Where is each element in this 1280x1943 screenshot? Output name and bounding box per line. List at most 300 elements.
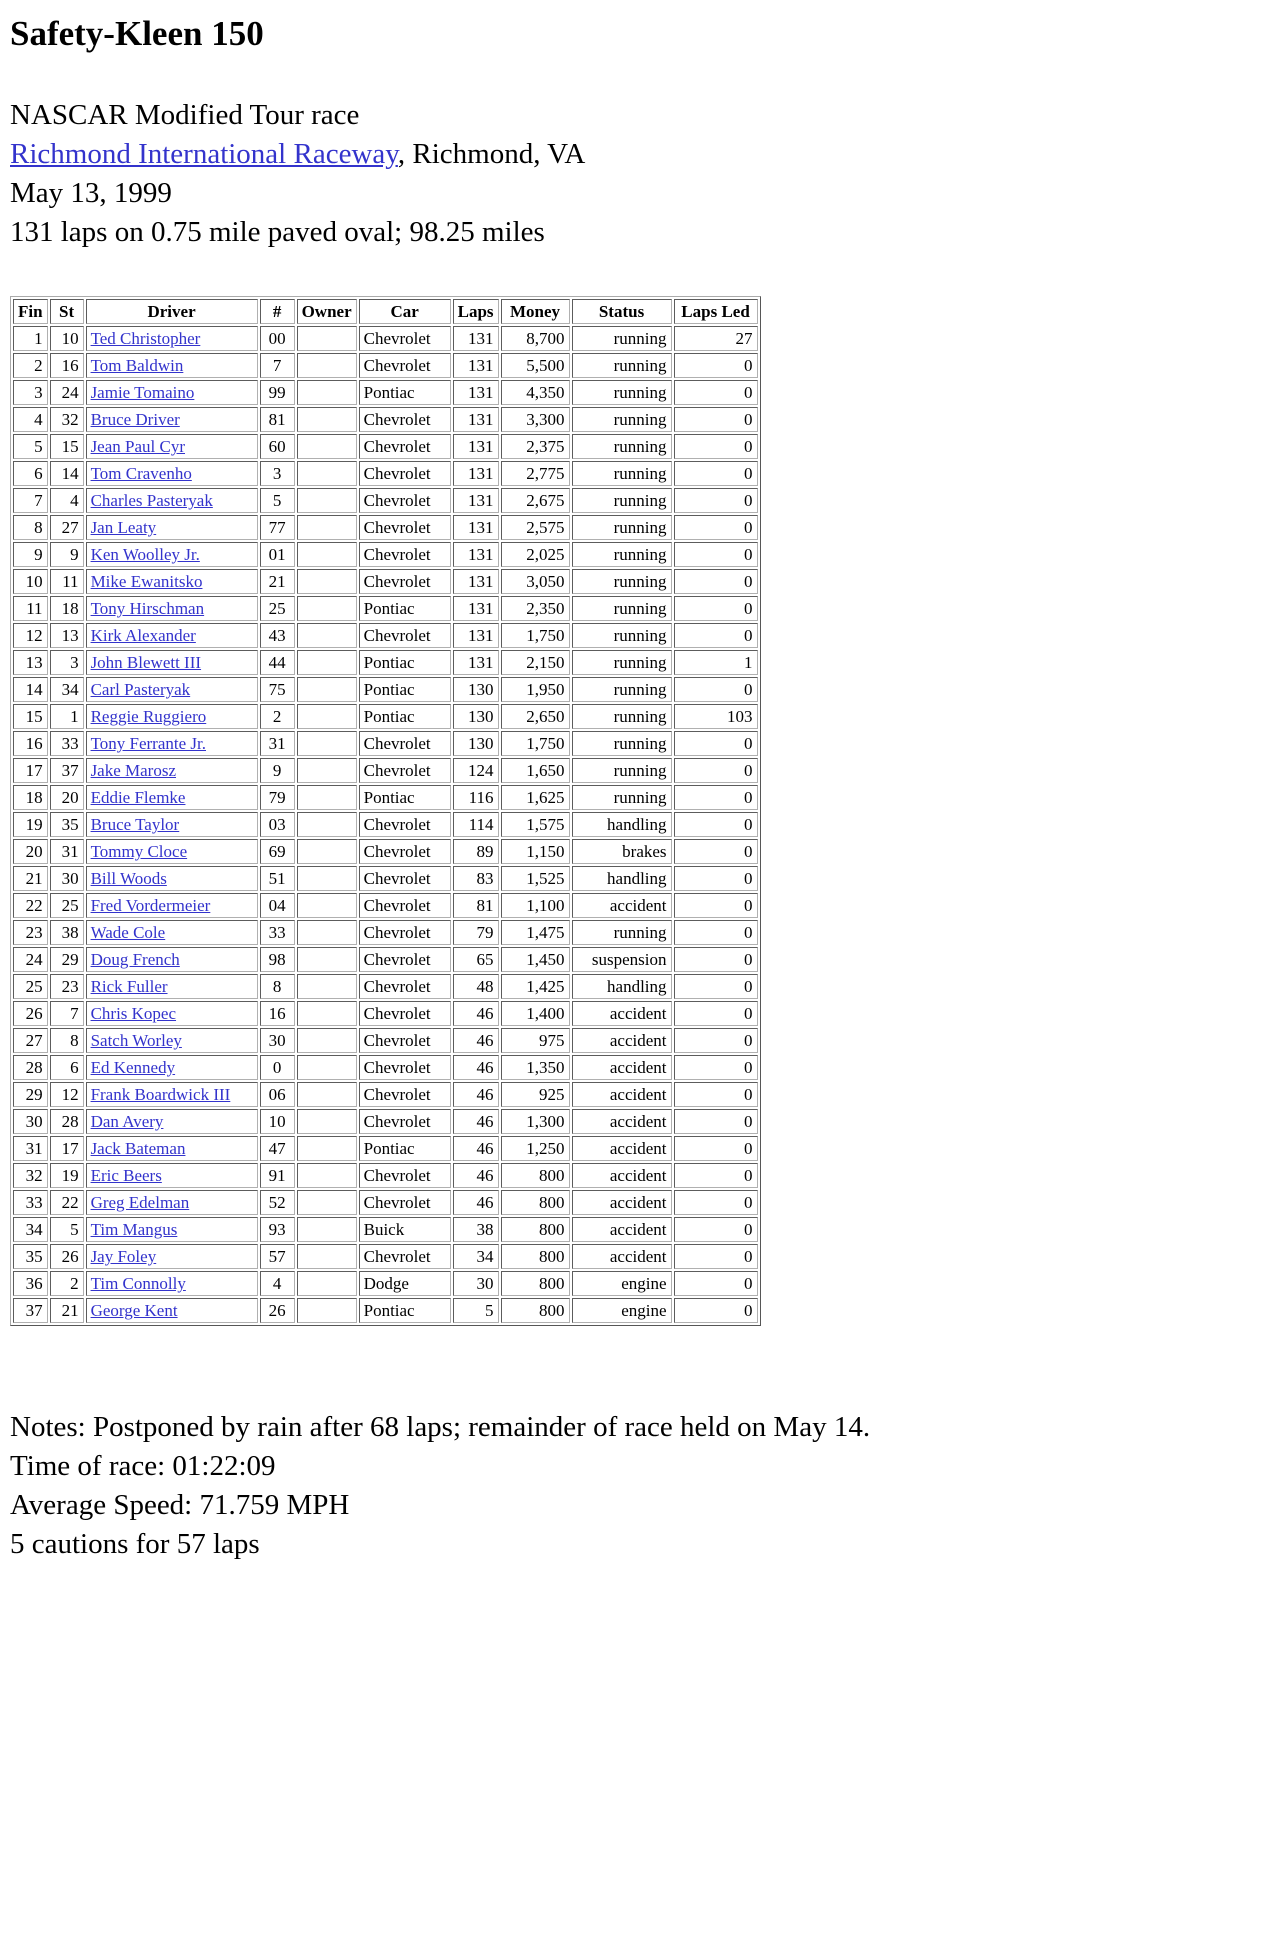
cell-car-number: 31 xyxy=(260,731,295,756)
cell-laps: 130 xyxy=(453,731,499,756)
cell-st: 18 xyxy=(50,596,84,621)
cell-car: Chevrolet xyxy=(359,866,451,891)
cell-fin: 24 xyxy=(13,947,48,972)
driver-link[interactable]: Bruce Taylor xyxy=(90,815,180,834)
driver-link[interactable]: Tom Baldwin xyxy=(90,356,184,375)
cell-money: 1,625 xyxy=(501,785,570,810)
cell-laps-led: 103 xyxy=(674,704,758,729)
cell-status: running xyxy=(572,920,672,945)
results-table xyxy=(10,296,761,1326)
cell-laps-led: 0 xyxy=(674,974,758,999)
cell-car-number: 3 xyxy=(260,461,295,486)
driver-link[interactable]: Fred Vordermeier xyxy=(90,896,211,915)
cell-driver xyxy=(86,1298,258,1323)
table-row xyxy=(13,488,758,513)
cell-money: 2,675 xyxy=(501,488,570,513)
cell-laps-led: 0 xyxy=(674,731,758,756)
cell-st: 12 xyxy=(50,1082,84,1107)
table-row xyxy=(13,704,758,729)
cell-laps-led: 0 xyxy=(674,1271,758,1296)
cell-laps: 131 xyxy=(453,353,499,378)
cell-status: accident xyxy=(572,1244,672,1269)
cell-owner xyxy=(297,947,357,972)
cell-driver xyxy=(86,947,258,972)
col-header-driver: Driver xyxy=(86,299,258,324)
cell-st: 8 xyxy=(50,1028,84,1053)
cell-car: Chevrolet xyxy=(359,569,451,594)
results-tbody xyxy=(13,326,758,1323)
cell-status: running xyxy=(572,515,672,540)
cell-fin: 21 xyxy=(13,866,48,891)
cell-fin: 28 xyxy=(13,1055,48,1080)
cell-laps-led: 0 xyxy=(674,920,758,945)
cell-laps: 131 xyxy=(453,542,499,567)
cell-st: 31 xyxy=(50,839,84,864)
cell-owner xyxy=(297,1271,357,1296)
cell-owner xyxy=(297,1163,357,1188)
cell-laps-led: 0 xyxy=(674,866,758,891)
driver-link[interactable]: Kirk Alexander xyxy=(90,626,196,645)
cell-laps-led: 0 xyxy=(674,434,758,459)
cell-laps-led: 0 xyxy=(674,758,758,783)
cell-money: 2,575 xyxy=(501,515,570,540)
cell-status: running xyxy=(572,461,672,486)
cell-laps: 46 xyxy=(453,1001,499,1026)
race-notes xyxy=(10,1408,1270,1564)
cell-st: 17 xyxy=(50,1136,84,1161)
cell-driver xyxy=(86,569,258,594)
driver-link[interactable]: Dan Avery xyxy=(90,1112,164,1131)
cell-fin: 14 xyxy=(13,677,48,702)
cell-driver xyxy=(86,785,258,810)
cell-car-number: 30 xyxy=(260,1028,295,1053)
cell-laps-led: 0 xyxy=(674,1028,758,1053)
race-series: NASCAR Modified Tour race xyxy=(10,99,360,131)
cell-laps: 131 xyxy=(453,488,499,513)
col-header-fin: Fin xyxy=(13,299,48,324)
cell-owner xyxy=(297,1190,357,1215)
cell-car-number: 51 xyxy=(260,866,295,891)
cell-owner xyxy=(297,893,357,918)
table-row xyxy=(13,812,758,837)
table-row xyxy=(13,407,758,432)
cell-laps: 116 xyxy=(453,785,499,810)
cell-money: 2,350 xyxy=(501,596,570,621)
cell-car: Dodge xyxy=(359,1271,451,1296)
cell-driver xyxy=(86,1028,258,1053)
cell-fin: 15 xyxy=(13,704,48,729)
cell-fin: 7 xyxy=(13,488,48,513)
cell-laps: 131 xyxy=(453,326,499,351)
cell-car-number: 57 xyxy=(260,1244,295,1269)
cell-driver xyxy=(86,488,258,513)
col-header-laps-led: Laps Led xyxy=(674,299,758,324)
driver-link[interactable]: Tony Hirschman xyxy=(90,599,205,618)
driver-link[interactable]: Greg Edelman xyxy=(90,1193,190,1212)
notes-postponed: Notes: Postponed by rain after 68 laps; remainder of race held on May 14. xyxy=(10,1411,871,1443)
cell-car-number: 00 xyxy=(260,326,295,351)
cell-car-number: 33 xyxy=(260,920,295,945)
cell-driver xyxy=(86,326,258,351)
cell-car: Chevrolet xyxy=(359,1055,451,1080)
cell-driver xyxy=(86,731,258,756)
cell-st: 4 xyxy=(50,488,84,513)
cell-st: 2 xyxy=(50,1271,84,1296)
cell-owner xyxy=(297,1298,357,1323)
cell-owner xyxy=(297,434,357,459)
cell-st: 26 xyxy=(50,1244,84,1269)
table-row xyxy=(13,461,758,486)
table-row xyxy=(13,893,758,918)
driver-link[interactable]: George Kent xyxy=(90,1301,178,1320)
driver-link[interactable]: Eddie Flemke xyxy=(90,788,186,807)
cell-car-number: 8 xyxy=(260,974,295,999)
cell-fin: 27 xyxy=(13,1028,48,1053)
cell-driver xyxy=(86,974,258,999)
cell-laps-led: 0 xyxy=(674,542,758,567)
driver-link[interactable]: Wade Cole xyxy=(90,923,166,942)
cell-st: 23 xyxy=(50,974,84,999)
cell-money: 1,100 xyxy=(501,893,570,918)
cell-fin: 34 xyxy=(13,1217,48,1242)
cell-money: 800 xyxy=(501,1217,570,1242)
cell-car: Chevrolet xyxy=(359,1028,451,1053)
track-link[interactable]: Richmond International Raceway xyxy=(10,138,398,170)
cell-status: handling xyxy=(572,974,672,999)
cell-st: 29 xyxy=(50,947,84,972)
cell-status: running xyxy=(572,596,672,621)
cell-laps-led: 0 xyxy=(674,1136,758,1161)
table-row xyxy=(13,1190,758,1215)
cell-status: running xyxy=(572,731,672,756)
cell-owner xyxy=(297,677,357,702)
cell-car-number: 79 xyxy=(260,785,295,810)
driver-link[interactable]: Bruce Driver xyxy=(90,410,180,429)
cell-car: Pontiac xyxy=(359,596,451,621)
cell-driver xyxy=(86,812,258,837)
page-title: Safety-Kleen 150 xyxy=(10,14,264,53)
table-row xyxy=(13,326,758,351)
cell-owner xyxy=(297,1001,357,1026)
driver-link[interactable]: Reggie Ruggiero xyxy=(90,707,207,726)
cell-status: running xyxy=(572,488,672,513)
driver-link[interactable]: Tommy Cloce xyxy=(90,842,188,861)
cell-status: accident xyxy=(572,1217,672,1242)
cell-status: running xyxy=(572,758,672,783)
race-distance: 131 laps on 0.75 mile paved oval; 98.25 miles xyxy=(10,216,545,248)
cell-money: 925 xyxy=(501,1082,570,1107)
cell-st: 10 xyxy=(50,326,84,351)
cell-car: Pontiac xyxy=(359,650,451,675)
cell-fin: 13 xyxy=(13,650,48,675)
cell-owner xyxy=(297,596,357,621)
cell-car: Chevrolet xyxy=(359,839,451,864)
cell-status: running xyxy=(572,677,672,702)
cell-owner xyxy=(297,380,357,405)
cell-car-number: 93 xyxy=(260,1217,295,1242)
cell-owner xyxy=(297,974,357,999)
cell-status: accident xyxy=(572,1001,672,1026)
cell-status: running xyxy=(572,326,672,351)
cell-status: accident xyxy=(572,1109,672,1134)
cell-owner xyxy=(297,1217,357,1242)
driver-link[interactable]: Chris Kopec xyxy=(90,1004,177,1023)
cell-money: 1,575 xyxy=(501,812,570,837)
cell-fin: 37 xyxy=(13,1298,48,1323)
cell-car-number: 25 xyxy=(260,596,295,621)
cell-laps: 81 xyxy=(453,893,499,918)
table-row xyxy=(13,1298,758,1323)
driver-link[interactable]: Jay Foley xyxy=(90,1247,157,1266)
cell-fin: 31 xyxy=(13,1136,48,1161)
cell-car-number: 47 xyxy=(260,1136,295,1161)
driver-link[interactable]: Bill Woods xyxy=(90,869,167,888)
table-row xyxy=(13,434,758,459)
table-header-row xyxy=(13,299,758,324)
table-row xyxy=(13,1055,758,1080)
cell-car: Chevrolet xyxy=(359,1001,451,1026)
cell-money: 1,950 xyxy=(501,677,570,702)
cell-car-number: 16 xyxy=(260,1001,295,1026)
cell-car-number: 77 xyxy=(260,515,295,540)
driver-link[interactable]: Tim Mangus xyxy=(90,1220,178,1239)
cell-st: 25 xyxy=(50,893,84,918)
driver-link[interactable]: John Blewett III xyxy=(90,653,202,672)
cell-laps-led: 0 xyxy=(674,515,758,540)
cell-car-number: 04 xyxy=(260,893,295,918)
driver-link[interactable]: Ted Christopher xyxy=(90,329,201,348)
cell-st: 37 xyxy=(50,758,84,783)
cell-money: 2,025 xyxy=(501,542,570,567)
cell-money: 1,750 xyxy=(501,731,570,756)
cell-st: 9 xyxy=(50,542,84,567)
driver-link[interactable]: Tony Ferrante Jr. xyxy=(90,734,206,753)
notes-cautions: 5 cautions for 57 laps xyxy=(10,1528,260,1560)
cell-laps: 46 xyxy=(453,1028,499,1053)
cell-driver xyxy=(86,677,258,702)
cell-driver xyxy=(86,596,258,621)
cell-money: 1,450 xyxy=(501,947,570,972)
cell-car: Chevrolet xyxy=(359,434,451,459)
cell-owner xyxy=(297,1244,357,1269)
cell-laps: 114 xyxy=(453,812,499,837)
driver-link[interactable]: Tom Cravenho xyxy=(90,464,192,483)
driver-link[interactable]: Eric Beers xyxy=(90,1166,162,1185)
cell-car: Chevrolet xyxy=(359,1109,451,1134)
cell-car-number: 60 xyxy=(260,434,295,459)
cell-status: running xyxy=(572,623,672,648)
driver-link[interactable]: Frank Boardwick III xyxy=(90,1085,231,1104)
cell-status: accident xyxy=(572,1028,672,1053)
table-row xyxy=(13,947,758,972)
cell-status: running xyxy=(572,380,672,405)
cell-laps-led: 0 xyxy=(674,569,758,594)
cell-laps: 5 xyxy=(453,1298,499,1323)
cell-laps: 46 xyxy=(453,1136,499,1161)
cell-laps: 34 xyxy=(453,1244,499,1269)
notes-average-speed: Average Speed: 71.759 MPH xyxy=(10,1489,350,1521)
cell-driver xyxy=(86,704,258,729)
cell-laps-led: 0 xyxy=(674,596,758,621)
cell-driver xyxy=(86,434,258,459)
cell-laps-led: 0 xyxy=(674,380,758,405)
cell-fin: 29 xyxy=(13,1082,48,1107)
cell-laps-led: 0 xyxy=(674,623,758,648)
col-header-owner: Owner xyxy=(297,299,357,324)
cell-status: handling xyxy=(572,812,672,837)
cell-status: accident xyxy=(572,1136,672,1161)
cell-driver xyxy=(86,461,258,486)
driver-link[interactable]: Jamie Tomaino xyxy=(90,383,195,402)
cell-status: suspension xyxy=(572,947,672,972)
track-location-suffix: , Richmond, VA xyxy=(397,138,586,170)
cell-car-number: 0 xyxy=(260,1055,295,1080)
cell-fin: 23 xyxy=(13,920,48,945)
driver-link[interactable]: Ed Kennedy xyxy=(90,1058,176,1077)
cell-driver xyxy=(86,920,258,945)
cell-laps-led: 0 xyxy=(674,1298,758,1323)
cell-driver xyxy=(86,1082,258,1107)
cell-st: 20 xyxy=(50,785,84,810)
driver-link[interactable]: Jean Paul Cyr xyxy=(90,437,185,456)
cell-fin: 4 xyxy=(13,407,48,432)
cell-fin: 2 xyxy=(13,353,48,378)
cell-car: Chevrolet xyxy=(359,758,451,783)
cell-status: running xyxy=(572,785,672,810)
cell-st: 21 xyxy=(50,1298,84,1323)
table-row xyxy=(13,839,758,864)
cell-laps-led: 0 xyxy=(674,1109,758,1134)
driver-link[interactable]: Rick Fuller xyxy=(90,977,168,996)
cell-st: 16 xyxy=(50,353,84,378)
cell-laps-led: 0 xyxy=(674,785,758,810)
cell-laps: 46 xyxy=(453,1055,499,1080)
cell-driver xyxy=(86,866,258,891)
cell-laps: 130 xyxy=(453,677,499,702)
driver-link[interactable]: Satch Worley xyxy=(90,1031,182,1050)
cell-car-number: 4 xyxy=(260,1271,295,1296)
cell-laps-led: 0 xyxy=(674,461,758,486)
driver-link[interactable]: Tim Connolly xyxy=(90,1274,186,1293)
table-row xyxy=(13,380,758,405)
cell-owner xyxy=(297,1028,357,1053)
driver-link[interactable]: Doug French xyxy=(90,950,180,969)
cell-st: 13 xyxy=(50,623,84,648)
cell-status: accident xyxy=(572,1163,672,1188)
driver-link[interactable]: Jan Leaty xyxy=(90,518,157,537)
driver-link[interactable]: Charles Pasteryak xyxy=(90,491,213,510)
cell-driver xyxy=(86,1163,258,1188)
cell-laps-led: 0 xyxy=(674,893,758,918)
table-row xyxy=(13,650,758,675)
driver-link[interactable]: Ken Woolley Jr. xyxy=(90,545,200,564)
cell-car-number: 81 xyxy=(260,407,295,432)
cell-car-number: 5 xyxy=(260,488,295,513)
col-header-status: Status xyxy=(572,299,672,324)
cell-st: 24 xyxy=(50,380,84,405)
cell-driver xyxy=(86,623,258,648)
cell-fin: 5 xyxy=(13,434,48,459)
cell-owner xyxy=(297,650,357,675)
cell-owner xyxy=(297,1055,357,1080)
cell-fin: 25 xyxy=(13,974,48,999)
cell-laps: 131 xyxy=(453,650,499,675)
cell-laps: 131 xyxy=(453,623,499,648)
cell-st: 19 xyxy=(50,1163,84,1188)
cell-laps-led: 0 xyxy=(674,947,758,972)
cell-money: 800 xyxy=(501,1163,570,1188)
col-header-car: Car xyxy=(359,299,451,324)
cell-fin: 17 xyxy=(13,758,48,783)
cell-st: 7 xyxy=(50,1001,84,1026)
cell-car-number: 26 xyxy=(260,1298,295,1323)
table-row xyxy=(13,1271,758,1296)
table-row xyxy=(13,1001,758,1026)
cell-car-number: 21 xyxy=(260,569,295,594)
table-row xyxy=(13,785,758,810)
cell-driver xyxy=(86,1244,258,1269)
cell-car: Chevrolet xyxy=(359,1244,451,1269)
driver-link[interactable]: Jake Marosz xyxy=(90,761,177,780)
cell-car: Chevrolet xyxy=(359,326,451,351)
cell-laps: 46 xyxy=(453,1163,499,1188)
cell-driver xyxy=(86,1217,258,1242)
table-row xyxy=(13,515,758,540)
table-row xyxy=(13,974,758,999)
cell-fin: 11 xyxy=(13,596,48,621)
table-row xyxy=(13,731,758,756)
cell-status: engine xyxy=(572,1298,672,1323)
cell-laps-led: 0 xyxy=(674,839,758,864)
cell-laps: 131 xyxy=(453,380,499,405)
cell-status: running xyxy=(572,407,672,432)
driver-link[interactable]: Mike Ewanitsko xyxy=(90,572,203,591)
cell-car: Chevrolet xyxy=(359,920,451,945)
cell-car: Chevrolet xyxy=(359,1163,451,1188)
cell-status: accident xyxy=(572,1055,672,1080)
cell-fin: 18 xyxy=(13,785,48,810)
cell-driver xyxy=(86,1001,258,1026)
cell-money: 1,650 xyxy=(501,758,570,783)
cell-driver xyxy=(86,515,258,540)
cell-car-number: 06 xyxy=(260,1082,295,1107)
table-row xyxy=(13,1082,758,1107)
driver-link[interactable]: Jack Bateman xyxy=(90,1139,186,1158)
cell-laps-led: 0 xyxy=(674,1190,758,1215)
cell-driver xyxy=(86,1271,258,1296)
table-row xyxy=(13,1163,758,1188)
cell-fin: 26 xyxy=(13,1001,48,1026)
cell-car: Chevrolet xyxy=(359,461,451,486)
cell-car: Pontiac xyxy=(359,785,451,810)
cell-money: 800 xyxy=(501,1244,570,1269)
cell-car: Chevrolet xyxy=(359,542,451,567)
driver-link[interactable]: Carl Pasteryak xyxy=(90,680,191,699)
cell-fin: 35 xyxy=(13,1244,48,1269)
cell-laps: 83 xyxy=(453,866,499,891)
cell-st: 22 xyxy=(50,1190,84,1215)
cell-money: 1,250 xyxy=(501,1136,570,1161)
cell-laps-led: 0 xyxy=(674,353,758,378)
cell-laps-led: 27 xyxy=(674,326,758,351)
cell-laps: 89 xyxy=(453,839,499,864)
cell-laps: 46 xyxy=(453,1190,499,1215)
cell-laps: 48 xyxy=(453,974,499,999)
cell-owner xyxy=(297,812,357,837)
cell-fin: 19 xyxy=(13,812,48,837)
cell-status: brakes xyxy=(572,839,672,864)
cell-laps: 46 xyxy=(453,1109,499,1134)
